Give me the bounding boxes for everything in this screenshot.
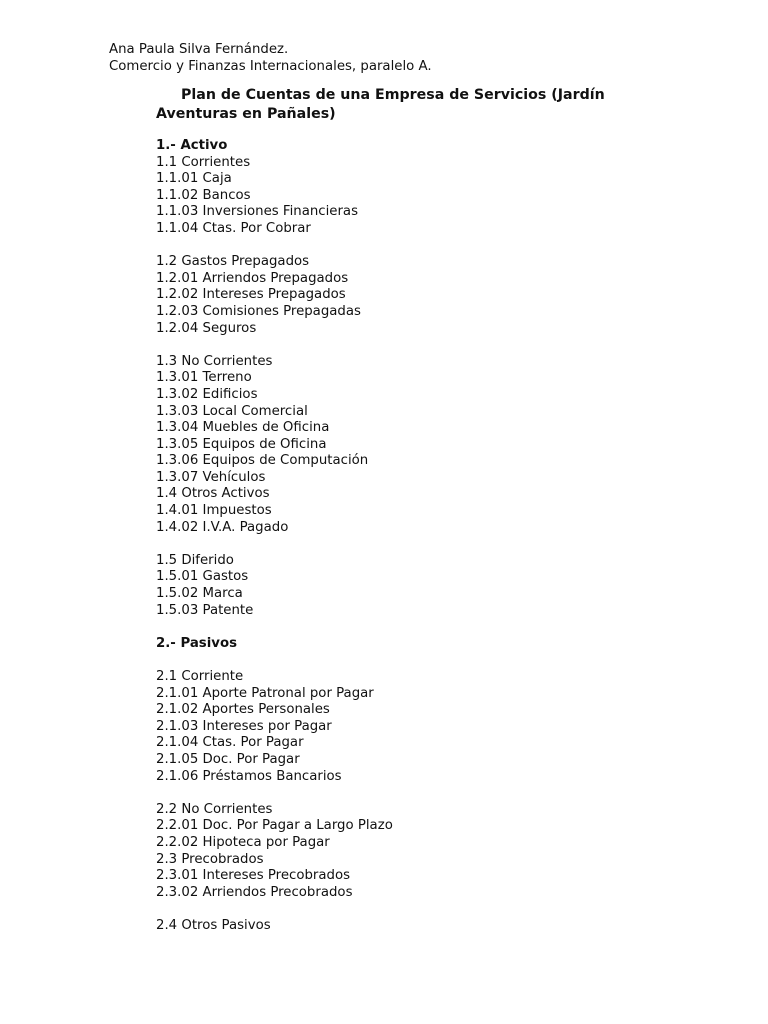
account-line: 1.2.01 Arriendos Prepagados (156, 270, 349, 286)
document-header (109, 42, 432, 75)
account-line: 1.3.01 Terreno (156, 370, 252, 386)
account-line: 2.2.02 Hipoteca por Pagar (156, 834, 330, 850)
account-line: 2.4 Otros Pasivos (156, 917, 271, 933)
account-line: 1.3.02 Edificios (156, 386, 258, 402)
account-line: 1.3.07 Vehículos (156, 469, 266, 485)
section-heading: 2.- Pasivos (156, 635, 238, 651)
account-line: 1.2.04 Seguros (156, 320, 257, 336)
blank-line (156, 238, 393, 255)
account-line: 2.1.02 Aportes Personales (156, 702, 330, 718)
account-line: 1.2 Gastos Prepagados (156, 254, 310, 270)
account-line: 2.1.01 Aporte Patronal por Pagar (156, 685, 374, 701)
account-line: 1.5.02 Marca (156, 586, 243, 602)
account-line: 2.2.01 Doc. Por Pagar a Largo Plazo (156, 818, 393, 834)
course-info: Comercio y Finanzas Internacionales, paralelo A. (109, 58, 432, 74)
chart-of-accounts (156, 138, 393, 935)
account-line: 2.1.04 Ctas. Por Pagar (156, 735, 304, 751)
account-line: 1.3.03 Local Comercial (156, 403, 308, 419)
account-line: 1.1.02 Bancos (156, 187, 251, 203)
account-line: 1.1.01 Caja (156, 171, 232, 187)
account-line: 1.1 Corrientes (156, 154, 251, 170)
account-line: 1.4.02 I.V.A. Pagado (156, 519, 289, 535)
section-heading: 1.- Activo (156, 138, 228, 153)
account-line: 1.3.05 Equipos de Oficina (156, 436, 327, 452)
account-line: 1.2.03 Comisiones Prepagadas (156, 303, 361, 319)
account-line: 2.2 No Corrientes (156, 801, 273, 817)
account-line: 1.3 No Corrientes (156, 353, 273, 369)
account-line: 1.1.04 Ctas. Por Cobrar (156, 220, 311, 236)
account-line: 2.3.01 Intereses Precobrados (156, 868, 351, 884)
blank-line (156, 337, 393, 354)
account-line: 2.3 Precobrados (156, 851, 264, 867)
account-line: 1.3.06 Equipos de Computación (156, 453, 369, 469)
account-line: 1.5 Diferido (156, 552, 234, 568)
account-line: 1.2.02 Intereses Prepagados (156, 287, 346, 303)
blank-line (156, 785, 393, 802)
blank-line (156, 901, 393, 918)
account-line: 2.3.02 Arriendos Precobrados (156, 884, 353, 900)
account-line: 2.1.06 Préstamos Bancarios (156, 768, 342, 784)
account-line: 2.1 Corriente (156, 669, 244, 684)
account-line: 1.1.03 Inversiones Financieras (156, 204, 359, 220)
account-line: 1.5.01 Gastos (156, 569, 249, 585)
account-line: 2.1.05 Doc. Por Pagar (156, 751, 300, 767)
account-line: 1.4.01 Impuestos (156, 503, 272, 519)
author-name: Ana Paula Silva Fernández. (109, 42, 289, 57)
account-line: 1.3.04 Muebles de Oficina (156, 420, 330, 436)
blank-line (156, 536, 393, 553)
account-line: 1.4 Otros Activos (156, 486, 270, 502)
account-line: 1.5.03 Patente (156, 602, 254, 618)
blank-line (156, 619, 393, 636)
account-line: 2.1.03 Intereses por Pagar (156, 718, 332, 734)
blank-line (156, 652, 393, 669)
document-title: Plan de Cuentas de una Empresa de Servicios (Jardín Aventuras en Pañales) (156, 87, 605, 122)
